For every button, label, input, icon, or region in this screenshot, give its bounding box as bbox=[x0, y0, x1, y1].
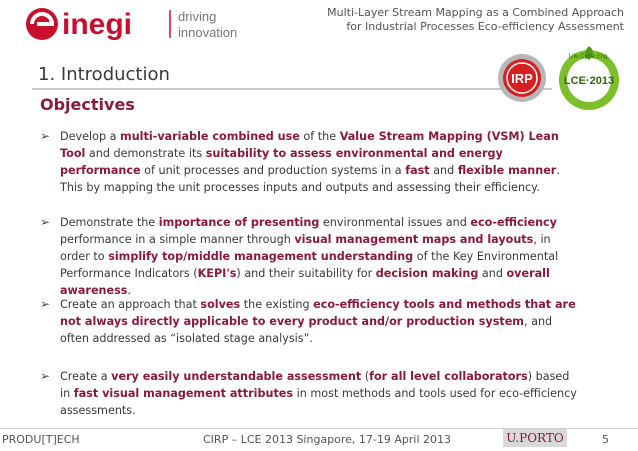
highlighted-phrase: Value Stream Mapping (VSM) Lean Tool bbox=[60, 130, 559, 160]
text-run: and bbox=[478, 267, 507, 280]
highlighted-phrase: solves bbox=[200, 298, 241, 311]
text-run: , and often addressed as “isolated stage analysis”. bbox=[60, 315, 553, 345]
objective-item bbox=[38, 296, 578, 347]
text-run: of the bbox=[299, 130, 340, 143]
highlighted-phrase: multi-variable combined use bbox=[120, 130, 300, 143]
highlighted-phrase: flexible manner bbox=[457, 164, 557, 177]
logo-tagline-1: driving bbox=[178, 9, 217, 24]
page-number: 5 bbox=[602, 433, 609, 446]
highlighted-phrase: visual management maps and layouts bbox=[294, 233, 534, 246]
text-run: the existing bbox=[240, 298, 314, 311]
objective-item bbox=[38, 214, 578, 299]
lce-ring-text: Life Cycle Eng. bbox=[568, 54, 610, 60]
title-line-1: Multi-Layer Stream Mapping as a Combined Approach bbox=[327, 6, 624, 19]
text-run: . This by mapping the unit processes inputs and outputs and assessing their efficiency. bbox=[60, 164, 560, 194]
objective-item bbox=[38, 368, 578, 419]
subtitle-objectives: Objectives bbox=[40, 95, 135, 114]
highlighted-phrase: simplify top/middle management understanding bbox=[108, 250, 414, 263]
footer-project: PRODU[T]ECH bbox=[2, 433, 80, 446]
irp-badge bbox=[496, 52, 548, 104]
objective-text bbox=[60, 298, 576, 345]
text-run: ( bbox=[361, 370, 370, 383]
header bbox=[0, 0, 638, 58]
title-divider bbox=[32, 88, 552, 90]
objective-text bbox=[60, 216, 558, 297]
text-run: environmental issues and bbox=[319, 216, 471, 229]
logo-tagline-2: innovation bbox=[178, 25, 238, 40]
irp-label: IRP bbox=[511, 71, 533, 86]
highlighted-phrase: very easily understandable assessment bbox=[111, 370, 362, 383]
text-run: Demonstrate the bbox=[60, 216, 159, 229]
logo-wordmark: inegi bbox=[62, 8, 133, 41]
text-run: . bbox=[127, 284, 131, 297]
highlighted-phrase: fast bbox=[405, 164, 430, 177]
highlighted-phrase: decision making bbox=[375, 267, 479, 280]
highlighted-phrase: suitability to assess environmental and energy performance bbox=[60, 147, 503, 177]
uporto-logo: U.PORTO bbox=[503, 429, 567, 447]
highlighted-phrase: fast visual management attributes bbox=[73, 387, 294, 400]
lce-label: LCE·2013 bbox=[563, 75, 615, 87]
text-run: of the Key Environmental Performance Indicators ( bbox=[60, 250, 559, 280]
highlighted-phrase: eco-efficiency tools and methods that are not always directly applicable to every product and/or production system bbox=[60, 298, 576, 328]
arrow-bullet-icon: ➢ bbox=[40, 129, 51, 143]
arrow-bullet-icon: ➢ bbox=[40, 215, 51, 229]
arrow-bullet-icon: ➢ bbox=[40, 297, 51, 311]
highlighted-phrase: importance of presenting bbox=[158, 216, 320, 229]
text-run: and bbox=[429, 164, 458, 177]
text-run: Create an approach that bbox=[60, 298, 201, 311]
section-title: 1. Introduction bbox=[38, 64, 170, 85]
text-run: and demonstrate its bbox=[85, 147, 206, 160]
inegi-logo bbox=[22, 4, 262, 44]
text-run: Develop a bbox=[60, 130, 121, 143]
text-run: of unit processes and production systems in a bbox=[140, 164, 406, 177]
objective-text bbox=[60, 370, 577, 417]
highlighted-phrase: KEPI's bbox=[197, 267, 237, 280]
lce-2013-badge bbox=[554, 42, 624, 112]
arrow-bullet-icon: ➢ bbox=[40, 369, 51, 383]
highlighted-phrase: overall awareness bbox=[60, 267, 550, 297]
text-run: Create a bbox=[60, 370, 112, 383]
title-line-2: for Industrial Processes Eco-efficiency Assessment bbox=[346, 20, 624, 33]
text-run: ) based in bbox=[60, 370, 570, 400]
footer-conference: CIRP – LCE 2013 Singapore, 17-19 April 2013 bbox=[203, 433, 452, 446]
text-run: performance in a simple manner through bbox=[60, 233, 295, 246]
highlighted-phrase: for all level collaborators bbox=[369, 370, 528, 383]
highlighted-phrase: eco-efficiency bbox=[470, 216, 557, 229]
text-run: in most methods and tools used for eco-efficiency assessments. bbox=[60, 387, 577, 417]
text-run: , in order to bbox=[60, 233, 551, 263]
objective-text bbox=[60, 130, 560, 194]
objective-item bbox=[38, 128, 578, 196]
presentation-title bbox=[324, 6, 624, 34]
text-run: ) and their suitability for bbox=[236, 267, 376, 280]
